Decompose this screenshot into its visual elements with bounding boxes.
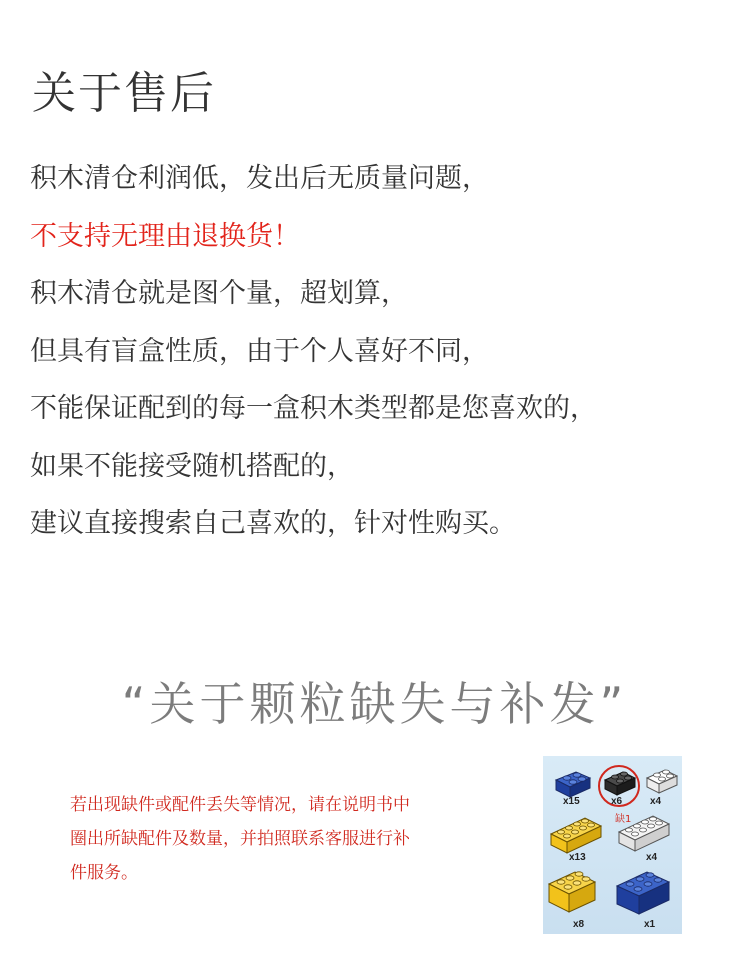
after-sales-line: 建议直接搜索自己喜欢的，针对性购买。 — [30, 508, 516, 539]
after-sales-line: 积木清仓利润低，发出后无质量问题， — [30, 163, 489, 194]
after-sales-line: 如果不能接受随机搭配的， — [30, 450, 354, 482]
brick-count-label: x4 — [650, 796, 662, 807]
brick-count-label: x13 — [569, 852, 586, 863]
missing-parts-title: “关于颗粒缺失与补发” — [121, 677, 628, 731]
notice-line: 件服务。 — [70, 863, 138, 883]
brick-count-label: x15 — [563, 796, 580, 807]
notice-line: 圈出所缺配件及数量，并拍照联系客服进行补 — [70, 829, 410, 849]
after-sales-title: 关于售后 — [32, 68, 216, 119]
brick-count-label: x4 — [646, 852, 658, 863]
no-return-warning: 不支持无理由退换货！ — [30, 220, 300, 252]
after-sales-line: 不能保证配到的每一盒积木类型都是您喜欢的， — [30, 393, 597, 424]
brick-count-label: x8 — [573, 919, 585, 930]
parts-inventory-illustration — [543, 756, 682, 934]
after-sales-text — [30, 150, 597, 553]
after-sales-line: 积木清仓就是图个量，超划算， — [30, 278, 408, 309]
missing-count-label: 缺1 — [615, 814, 632, 825]
missing-parts-notice — [70, 788, 510, 890]
after-sales-line: 但具有盲盒性质，由于个人喜好不同， — [30, 335, 489, 367]
notice-line: 若出现缺件或配件丢失等情况，请在说明书中 — [70, 795, 410, 815]
brick-count-label: x6 — [611, 796, 623, 807]
brick-count-label: x1 — [644, 919, 656, 930]
